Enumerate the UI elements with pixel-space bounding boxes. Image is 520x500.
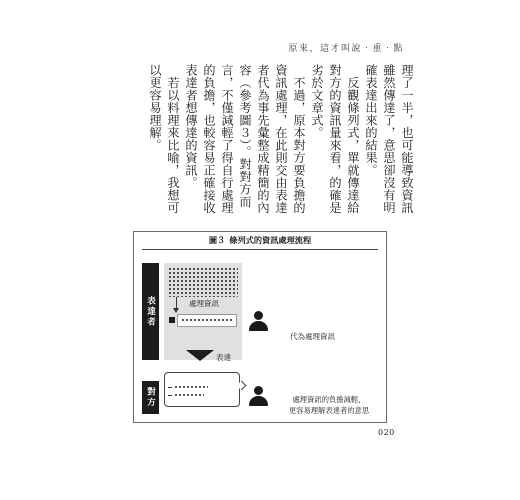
bullet-dash-icon (168, 387, 172, 388)
page-number: 020 (378, 428, 395, 437)
receiver-person-icon (249, 386, 268, 406)
body-paragraph: 若以料理來比喻，我想可以更容易理解。 (148, 64, 180, 214)
result-line: 處理資訊的負擔減輕， (292, 395, 366, 404)
receiver-label: 對方 (142, 381, 159, 414)
bullet-dash-icon (168, 395, 172, 396)
bulleted-information-dots (174, 393, 204, 398)
result-line: 更容易理解表達者的意思 (288, 406, 370, 415)
body-text (116, 64, 416, 214)
processed-information-dots (181, 318, 233, 323)
express-label: 表達 (216, 353, 231, 362)
express-arrow-icon (186, 350, 214, 361)
body-paragraph: 反觀條列式，單就傳達給對方的資訊量來看，的確是劣於文章式。 (310, 64, 360, 214)
sender-person-icon (249, 311, 268, 331)
raw-information-dots (168, 267, 238, 297)
process-label: 處理資訊 (189, 299, 219, 308)
figure-number: 圖３ (208, 235, 226, 245)
sender-label: 表達者 (142, 263, 159, 360)
body-paragraph: 不過，原本對方要負擔的資訊處理，在此則交由表達者代為事先彙整成精簡的內容（參考圖３）。對對方而言，不僅減輕了得自行處理的負擔，也較容易正確接收表達者想傳達的資訊。 (184, 64, 306, 214)
figure-3 (133, 231, 387, 423)
process-arrow-head-icon (173, 308, 179, 313)
figure-title-rule (142, 249, 378, 250)
figure-title-text: 條列式的資訊處理流程 (229, 235, 312, 245)
processed-marker-icon (169, 317, 175, 323)
bulleted-information-dots (174, 385, 208, 390)
figure-title (134, 232, 386, 249)
running-head: 原來，這才叫說‧重‧點 (288, 44, 404, 54)
result-label (274, 394, 384, 416)
body-paragraph: 理了一半，也可能導致資訊雖然傳達了，意思卻沒有明確表達出來的結果。 (364, 64, 414, 214)
proxy-processing-label: 代為處理資訊 (290, 332, 335, 341)
